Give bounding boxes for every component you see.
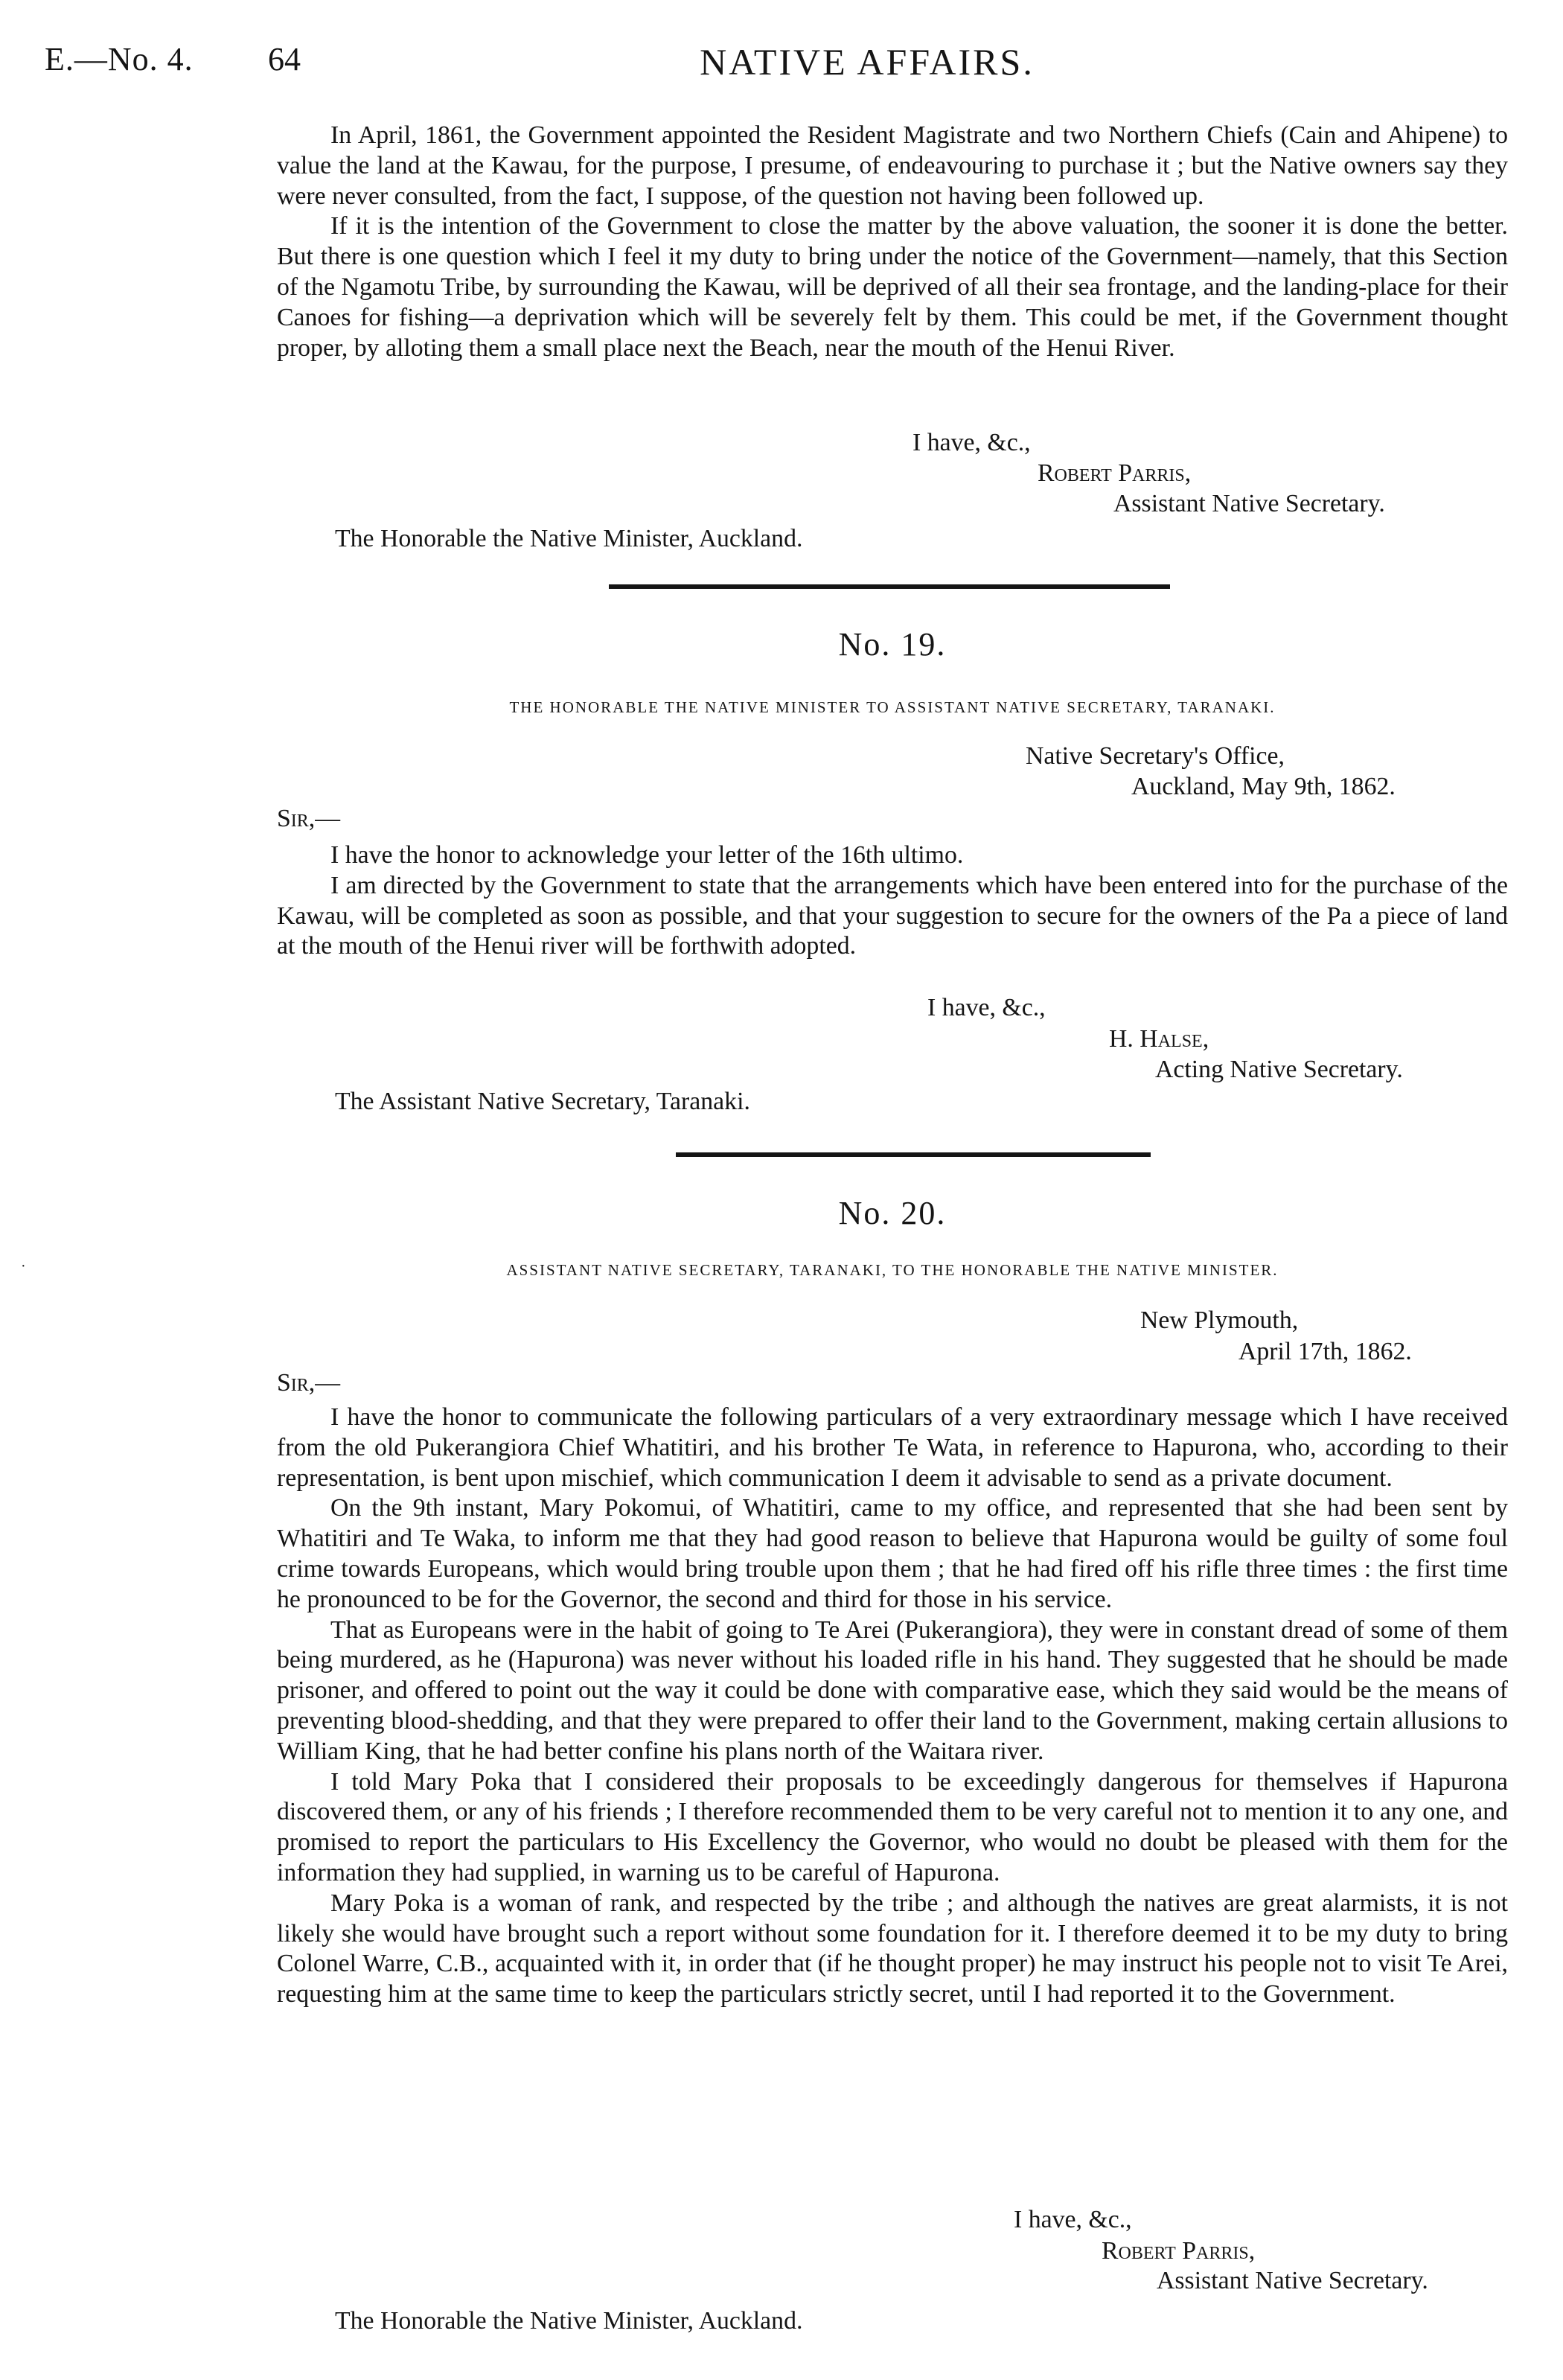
- signer-name: Robert Parris,: [1038, 459, 1192, 487]
- closing-formula: I have, &c.,: [912, 429, 1031, 456]
- letter-number: No. 20.: [838, 1195, 947, 1231]
- paragraph: Mary Poka is a woman of rank, and respected by the tribe ; and although the natives are great alarmists, it is not likely she would have brought such a report without some foundation for it. I therefore deemed it to be my duty to bring Colonel Warre, C.B., acquainted with it, in order that (if he thought proper) he may instruct his people not to visit Te Arei, requesting him at the same time to keep the particulars strictly secret, until I had reported it to the Government.: [277, 1889, 1508, 2009]
- running-title: NATIVE AFFAIRS.: [700, 41, 1035, 83]
- letter-heading: THE HONORABLE THE NATIVE MINISTER TO ASSISTANT NATIVE SECRETARY, TARANAKI.: [509, 698, 1276, 716]
- paragraph: On the 9th instant, Mary Pokomui, of Whatitiri, came to my office, and represented that she had been sent by Whatitiri and Te Waka, to inform me that they had good reason to believe that Hapurona would be guilty of some foul crime towards Europeans, which would bring trouble upon them ; that he had fired off his rifle three times : the first time he pronounced to be for the Governor, the second and third for those in his service.: [277, 1494, 1508, 1613]
- paragraph: I have the honor to communicate the following particulars of a very extraordinary message which I have received from the old Pukerangiora Chief Whatitiri, and his brother Te Wata, in reference to Hapurona, who, according to their representation, is bent upon mischief, which communication I deem it advisable to send as a private document.: [277, 1403, 1508, 1492]
- intro-body: [277, 121, 1508, 363]
- letter-date: Auckland, May 9th, 1862.: [1131, 773, 1396, 800]
- letter-place: Native Secretary's Office,: [1026, 742, 1285, 770]
- closing-formula: I have, &c.,: [927, 994, 1046, 1021]
- addressee: The Honorable the Native Minister, Auckland.: [335, 525, 803, 552]
- letter-heading: ASSISTANT NATIVE SECRETARY, TARANAKI, TO THE HONORABLE THE NATIVE MINISTER.: [506, 1261, 1279, 1279]
- signer-name: H. Halse,: [1109, 1025, 1209, 1053]
- addressee: The Honorable the Native Minister, Auckland.: [335, 2307, 803, 2335]
- paragraph: If it is the intention of the Government to close the matter by the above valuation, the sooner it is done the better. But there is one question which I feel it my duty to bring under the notice of the Government—namely, that this Section of the Ngamotu Tribe, by surrounding the Kawau, will be deprived of all their sea frontage, and the landing-place for their Canoes for fishing—a deprivation which will be severely felt by them. This could be met, if the Government thought proper, by alloting them a small place next the Beach, near the mouth of the Henui River.: [277, 212, 1508, 362]
- addressee: The Assistant Native Secretary, Taranaki.: [335, 1088, 750, 1115]
- letter-place: New Plymouth,: [1140, 1307, 1299, 1334]
- section-divider: [609, 584, 1170, 589]
- document-reference: E.—No. 4.: [45, 41, 194, 77]
- signer-title: Acting Native Secretary.: [1155, 1056, 1403, 1083]
- margin-dot: ·: [21, 1258, 26, 1274]
- signer-name: Robert Parris,: [1102, 2237, 1256, 2265]
- letter-body: [277, 840, 1508, 962]
- section-divider: [676, 1152, 1151, 1157]
- signer-title: Assistant Native Secretary.: [1157, 2267, 1428, 2294]
- page-number: 64: [268, 41, 301, 77]
- salutation: Sir,—: [277, 1369, 341, 1397]
- letter-number: No. 19.: [838, 626, 947, 663]
- signer-title: Assistant Native Secretary.: [1113, 490, 1385, 517]
- paragraph: That as Europeans were in the habit of going to Te Arei (Pukerangiora), they were in constant dread of some of them being murdered, as he (Hapurona) was never without his loaded rifle in his hand. They suggested that he should be made prisoner, and offered to point out the way it could be done with comparative ease, which they said would be the means of preventing blood-shedding, and that they were prepared to offer their land to the Government, making certain allusions to William King, that he had better confine his plans north of the Waitara river.: [277, 1615, 1508, 1765]
- paragraph: In April, 1861, the Government appointed the Resident Magistrate and two Northern Chiefs (Cain and Ahipene) to value the land at the Kawau, for the purpose, I presume, of endeavouring to purchase it ; but the Native owners say they were never consulted, from the fact, I suppose, of the question not having been followed up.: [277, 121, 1508, 210]
- paragraph: I told Mary Poka that I considered their proposals to be exceedingly dangerous for themselves if Hapurona discovered them, or any of his friends ; I therefore recommended them to be very careful not to mention it to any one, and promised to report the particulars to His Excellency the Governor, who would no doubt be pleased with them for the information they had supplied, in warning us to be careful of Hapurona.: [277, 1767, 1508, 1886]
- closing-formula: I have, &c.,: [1014, 2206, 1132, 2233]
- letter-date: April 17th, 1862.: [1238, 1338, 1412, 1365]
- paragraph: I have the honor to acknowledge your letter of the 16th ultimo.: [330, 841, 964, 869]
- paragraph: I am directed by the Government to state that the arrangements which have been entered into for the purchase of the Kawau, will be completed as soon as possible, and that your suggestion to secure for the owners of the Pa a piece of land at the mouth of the Henui river will be forthwith adopted.: [277, 871, 1508, 960]
- letter-body: [277, 1403, 1508, 2010]
- salutation: Sir,—: [277, 805, 341, 832]
